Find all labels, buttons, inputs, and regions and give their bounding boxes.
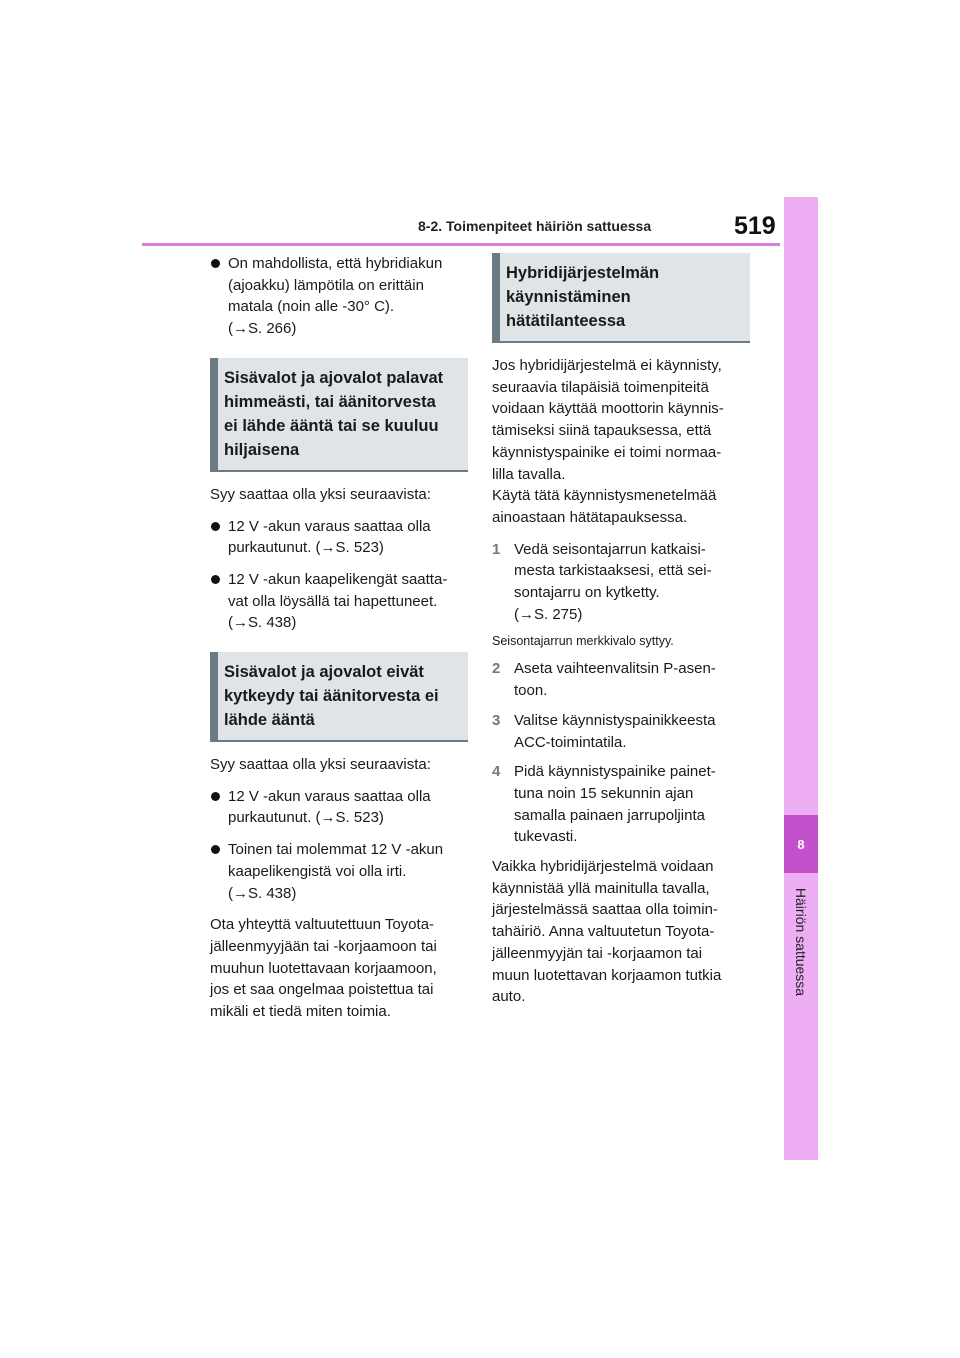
right-column <box>492 253 750 1018</box>
chapter-side-strip <box>784 197 818 1160</box>
step-line: ACC-toimintatila. <box>514 733 627 751</box>
step-line: sontajarru on kytketty. <box>514 584 660 602</box>
step-line: mesta tarkistaaksesi, että sei- <box>514 562 712 580</box>
paragraph-line: Ota yhteyttä valtuutettuun Toyota- <box>210 916 435 934</box>
paragraph-line: jälleenmyyjän tai -korjaamon tai <box>492 944 703 962</box>
paragraph-line: muuhun luotettavaan korjaamoon, <box>210 959 437 977</box>
bullet-line: On mahdollista, että hybridiakun <box>228 255 443 272</box>
step-number: 1 <box>492 540 501 558</box>
heading-line: Sisävalot ja ajovalot palavat <box>224 368 444 387</box>
heading-line: kytkeydy tai äänitorvesta ei <box>224 687 439 706</box>
paragraph-line: tämiseksi siinä tapauksessa, että <box>492 422 712 440</box>
bullet-line: (→S. 266) <box>228 320 297 338</box>
bullet-line: 12 V -akun kaapelikengät saatta- <box>228 570 448 588</box>
step-line: tuna noin 15 sekunnin ajan <box>514 784 694 802</box>
paragraph-line: järjestelmässä saattaa olla toimin- <box>492 901 718 919</box>
paragraph-line: lilla tavalla. <box>492 465 566 483</box>
heading-line: lähde ääntä <box>224 711 315 730</box>
step-item <box>492 658 750 701</box>
left-column <box>210 253 468 1033</box>
paragraph-line: Vaikka hybridijärjestelmä voidaan <box>492 858 714 876</box>
step-number: 4 <box>492 763 501 781</box>
heading-line: Hybridijärjestelmän <box>506 264 660 282</box>
bullet-line: (→S. 438) <box>228 614 297 632</box>
paragraph-line: mikäli et tiedä miten toimia. <box>210 1003 391 1021</box>
bullet-line: (→S. 438) <box>228 884 297 902</box>
cause-intro: Syy saattaa olla yksi seuraavista: <box>210 756 431 774</box>
heading-line: hiljaisena <box>224 440 300 459</box>
section-heading-no-lights <box>210 652 468 742</box>
step-line: tukevasti. <box>514 828 578 846</box>
cause-bullet <box>210 516 468 559</box>
closing-paragraph <box>492 856 750 1008</box>
step-line: (→S. 275) <box>514 605 583 623</box>
heading-line: Sisävalot ja ajovalot eivät <box>224 663 424 682</box>
paragraph-line: Jos hybridijärjestelmä ei käynnisty, <box>492 357 722 374</box>
bullet-icon <box>211 845 220 854</box>
paragraph-line: ainoastaan hätätapauksessa. <box>492 508 688 526</box>
heading-line: hätätilanteessa <box>506 312 626 330</box>
step-item <box>492 710 750 753</box>
bullet-line: matala (noin alle -30° C). <box>228 298 395 316</box>
bullet-line: purkautunut. (→S. 523) <box>228 809 384 827</box>
paragraph-line: muun luotettavan korjaamon tutkia <box>492 966 722 984</box>
paragraph-line: voidaan käyttää moottorin käynnis- <box>492 400 724 418</box>
bullet-line: Toinen tai molemmat 12 V -akun <box>228 841 444 859</box>
bullet-line: 12 V -akun varaus saattaa olla <box>228 787 431 805</box>
bullet-line: 12 V -akun varaus saattaa olla <box>228 517 431 535</box>
paragraph-line: seuraavia tilapäisiä toimenpiteitä <box>492 378 709 396</box>
cause-bullet <box>210 786 468 829</box>
step-number: 3 <box>492 711 501 729</box>
paragraph-line: jos et saa ongelmaa poistettua tai <box>210 981 434 999</box>
section-heading-emergency-start <box>492 253 750 343</box>
step-line: Aseta vaihteenvalitsin P-asen- <box>514 660 716 678</box>
paragraph-line: käynnistää yllä mainitulla tavalla, <box>492 879 710 897</box>
step-line: Pidä käynnistyspainike painet- <box>514 763 716 781</box>
bullet-icon <box>211 259 220 268</box>
bullet-icon <box>211 522 220 531</box>
page-number: 519 <box>734 212 776 240</box>
intro-bullet <box>210 253 468 340</box>
step-line: Valitse käynnistyspainikkeesta <box>514 711 716 729</box>
step-line: Vedä seisontajarrun katkaisi- <box>514 540 706 558</box>
cause-intro: Syy saattaa olla yksi seuraavista: <box>210 485 431 503</box>
section-heading-dim-lights <box>210 358 468 472</box>
cause-bullet <box>210 569 468 634</box>
heading-line: himmeästi, tai äänitorvesta <box>224 392 436 411</box>
step-line: samalla painaen jarrupoljinta <box>514 806 705 824</box>
paragraph-line: tahäiriö. Anna valtuutetun Toyota- <box>492 923 715 941</box>
closing-paragraph <box>210 914 468 1023</box>
section-title: 8-2. Toimenpiteet häiriön sattuessa <box>418 218 652 234</box>
step-item <box>492 539 750 626</box>
bullet-line: purkautunut. (→S. 523) <box>228 539 384 557</box>
bullet-line: kaapelikengistä voi olla irti. <box>228 862 407 880</box>
bullet-line: (ajoakku) lämpötila on erittäin <box>228 276 424 294</box>
paragraph-line: auto. <box>492 988 526 1006</box>
step-line: toon. <box>514 682 548 700</box>
bullet-line: vat olla löysällä tai hapettuneet. <box>228 592 438 610</box>
bullet-icon <box>211 792 220 801</box>
paragraph-line: jälleenmyyjään tai -korjaamoon tai <box>210 937 437 955</box>
step-number: 2 <box>492 660 501 678</box>
heading-line: ei lähde ääntä tai se kuuluu <box>224 416 439 435</box>
paragraph-line: käynnistyspainike ei toimi normaa- <box>492 443 722 461</box>
cause-bullet <box>210 839 468 904</box>
chapter-number-tab: 8 <box>784 815 818 873</box>
heading-line: käynnistäminen <box>506 288 631 306</box>
paragraph-line: Käytä tätä käynnistysmenetelmää <box>492 487 717 505</box>
step-note: Seisontajarrun merkkivalo syttyy. <box>492 634 674 649</box>
bullet-icon <box>211 575 220 584</box>
intro-paragraph <box>492 355 750 529</box>
header-divider <box>142 243 780 246</box>
chapter-label: Häiriön sattuessa <box>793 887 809 997</box>
step-item <box>492 761 750 848</box>
